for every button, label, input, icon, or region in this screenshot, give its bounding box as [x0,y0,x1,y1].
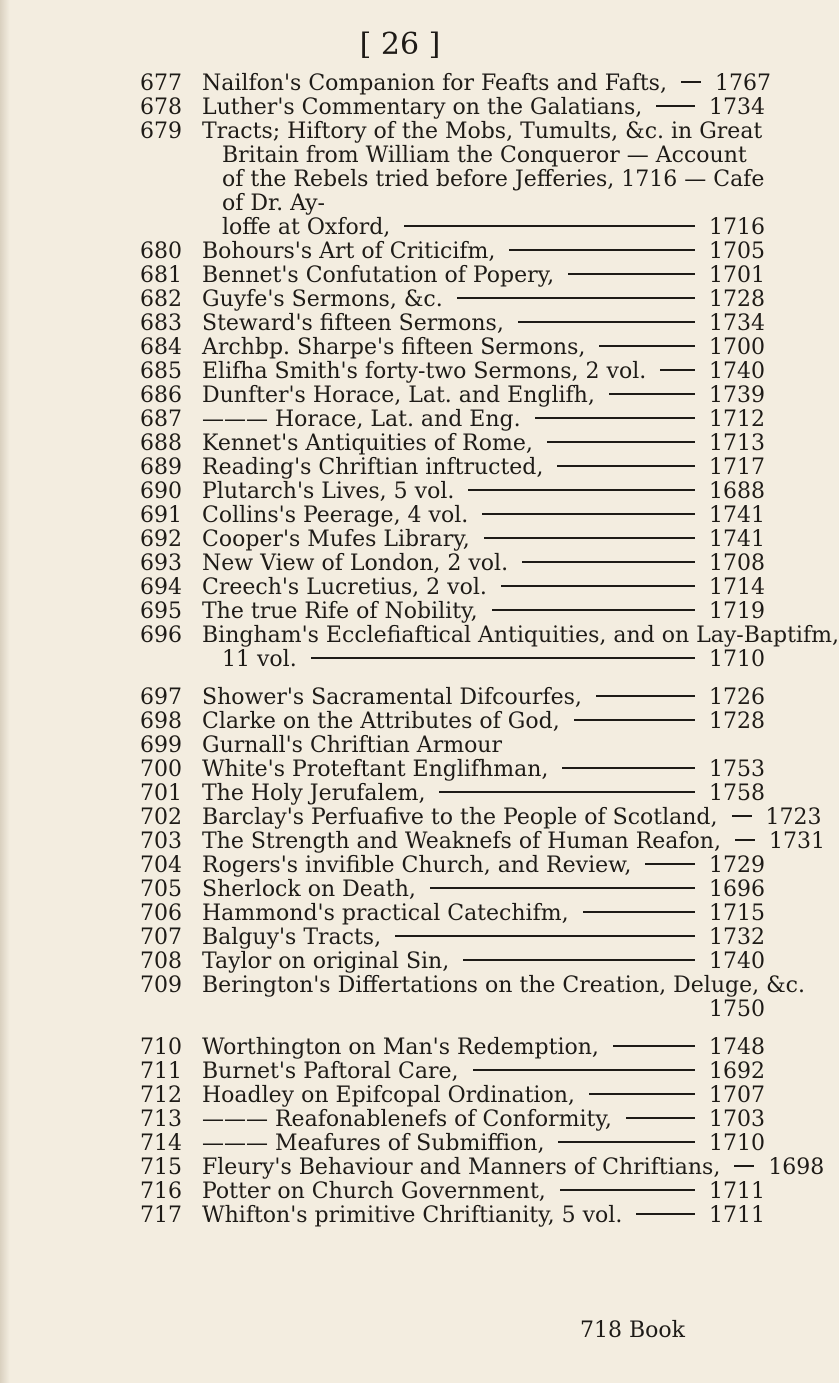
entry-line [202,805,822,830]
entry-number: 688 [140,431,182,456]
catalog-entry [140,360,765,384]
entry-line [202,623,839,648]
entry-year: 1753 [709,757,765,782]
entry-title: Tracts; Hiftory of the Mobs, Tumults, &c. in Great [202,119,763,144]
entry-year: 1713 [709,431,765,456]
catalog-entry [140,950,765,974]
entry-title: Hoadley on Epifcopal Ordination, [202,1083,575,1108]
entry-title: Hammond's practical Catechifm, [202,901,569,926]
entry-year: 1731 [768,829,825,854]
entry-number: 710 [140,1035,182,1060]
entry-year: 1717 [709,455,765,480]
entry-year: 1705 [709,239,765,264]
entry-title: Potter on Church Government, [202,1179,546,1204]
catalog-entry [140,1132,765,1156]
entry-number: 684 [140,335,182,360]
entry-number: 689 [140,455,182,480]
entry-number: 712 [140,1083,182,1108]
entry-year: 1728 [709,709,765,734]
entry-line [202,710,765,734]
entry-number: 700 [140,757,182,782]
catalog-entry [140,829,825,854]
entry-number: 702 [140,805,182,830]
entry-year: 1707 [709,1083,765,1108]
entry-title: ——— Reafonablenefs of Conformity, [202,1107,612,1132]
leader-rule [518,321,695,323]
entry-year: 1728 [709,287,765,312]
leader-rule [568,273,695,275]
entry-title: Balguy's Tracts, [202,925,382,950]
catalog-entry [140,973,805,1022]
leader-rule [599,345,695,347]
catalog-entry [140,686,765,710]
entry-title: Gurnall's Chriftian Armour [202,733,502,758]
leader-rule [509,249,695,251]
entry-line [202,782,765,806]
entry-number: 713 [140,1107,182,1132]
catalog-entry [140,1084,765,1108]
entry-number: 678 [140,95,182,120]
leader-rule [626,1117,695,1119]
entry-number: 677 [140,71,182,96]
entry-number: 686 [140,383,182,408]
entry-title: Bingham's Ecclefiaftical Antiquities, and on Lay-Baptifm, [202,623,839,648]
entry-year: 1701 [709,263,765,288]
catalog-entry [140,288,765,312]
catalog-entry [140,1060,765,1084]
catalog-entry [140,71,771,96]
entry-title: White's Proteftant Englifhman, [202,757,549,782]
catalog-entry [140,600,765,624]
entry-number: 717 [140,1203,182,1228]
leader-rule [558,1141,695,1143]
entry-title: Fleury's Behaviour and Manners of Chriftians, [202,1155,721,1180]
entry-line [202,480,765,504]
catalog-entry [140,264,765,288]
entry-line [202,504,765,528]
entry-number: 681 [140,263,182,288]
entry-title: Shower's Sacramental Difcourfes, [202,685,582,710]
entry-number: 680 [140,239,182,264]
leader-rule [562,767,695,769]
entry-line [202,360,765,384]
catalog-entry [140,1180,765,1204]
leader-rule [732,815,752,817]
entry-line [202,1084,765,1108]
entry-title: ——— Meafures of Submiffion, [202,1131,545,1156]
entry-title: Rogers's invifible Church, and Review, [202,853,632,878]
entry-year: 1710 [709,647,765,672]
entry-last-line [202,648,765,672]
leader-rule [636,1213,695,1215]
catalog-entry [140,432,765,456]
catalog-entry [140,312,765,336]
entry-number: 697 [140,685,182,710]
leader-rule [457,297,695,299]
leader-rule [535,417,695,419]
catchword: 718 Book [580,1318,685,1343]
entry-year: 1739 [709,383,765,408]
entry-line [202,686,765,710]
entry-year: 1700 [709,335,765,360]
entry-line [202,240,765,264]
entry-year: 1716 [709,215,765,240]
entry-title: Bohours's Art of Criticifm, [202,239,496,264]
entry-line [202,576,765,600]
entry-gap [140,1022,765,1036]
entry-line [202,1036,765,1060]
entry-continuation: Britain from William the Conqueror — Account of the Rebels tried before Jefferies, 1716 — Cafe of Dr. Ay- [222,143,765,216]
entry-last-line [202,216,765,240]
catalog-entry [140,805,822,830]
entry-number: 687 [140,407,182,432]
entry-title-end: loffe at Oxford, [222,215,391,240]
leader-rule [560,1189,695,1191]
entry-line [202,734,765,758]
entry-year: 1732 [709,925,765,950]
leader-rule [463,959,695,961]
entry-year: 1729 [709,853,765,878]
entry-year: 1714 [709,575,765,600]
entry-number: 685 [140,359,182,384]
entry-title: Collins's Peerage, 4 vol. [202,503,469,528]
entry-number: 695 [140,599,182,624]
entry-line [202,878,765,902]
entry-line [202,1132,765,1156]
catalog-entry [140,758,765,782]
entry-title: The Holy Jerufalem, [202,781,426,806]
entry-number: 691 [140,503,182,528]
entry-line [202,1060,765,1084]
entry-title: Barclay's Perfuafive to the People of Scotland, [202,805,718,830]
entry-year: 1698 [768,1155,825,1180]
catalog-entry [140,926,765,950]
entry-year: 1696 [709,877,765,902]
catalog-entry [140,120,765,240]
entry-line [202,829,825,854]
catalog-entry [140,1036,765,1060]
entry-number: 683 [140,311,182,336]
entry-number: 682 [140,287,182,312]
entry-gap [140,672,765,686]
leader-rule [404,225,695,227]
entry-line [202,758,765,782]
catalog-entry [140,902,765,926]
catalog-entry [140,854,765,878]
leader-rule [583,911,695,913]
entry-title: Luther's Commentary on the Galatians, [202,95,643,120]
entry-year: 1708 [709,551,765,576]
entry-title: Worthington on Man's Redemption, [202,1035,599,1060]
catalog-entry [140,552,765,576]
catalog-entry [140,734,765,758]
leader-rule [492,609,695,611]
leader-rule [311,657,695,659]
entry-line [202,312,765,336]
catalog-entry [140,384,765,408]
entry-year: 1726 [709,685,765,710]
entry-number: 679 [140,119,182,144]
entry-number: 692 [140,527,182,552]
catalog-entry [140,528,765,552]
entry-title: Dunfter's Horace, Lat. and Englifh, [202,383,595,408]
leader-rule [574,719,695,721]
entry-number: 706 [140,901,182,926]
entry-line [202,950,765,974]
entry-line [202,408,765,432]
entry-title: Kennet's Antiquities of Rome, [202,431,533,456]
catalog-entry [140,240,765,264]
leader-rule [547,441,695,443]
entry-line [202,926,765,950]
entry-number: 705 [140,877,182,902]
entry-line [202,1155,825,1180]
catalog-entry [140,336,765,360]
entry-year: 1723 [765,805,822,830]
leader-rule [613,1045,695,1047]
entry-line [202,120,765,144]
entry-line [202,1204,765,1228]
entry-title: Clarke on the Attributes of God, [202,709,560,734]
catalog-entry [140,1204,765,1228]
entry-title: Elifha Smith's forty-two Sermons, 2 vol. [202,359,647,384]
leader-rule [473,1069,695,1071]
leader-rule [430,887,695,889]
entry-line [202,288,765,312]
entry-number: 698 [140,709,182,734]
entry-line [202,600,765,624]
entry-number: 709 [140,973,182,998]
entry-line [202,854,765,878]
entry-number: 699 [140,733,182,758]
catalog-entry [140,710,765,734]
entry-title: Archbp. Sharpe's fifteen Sermons, [202,335,586,360]
entry-title: The true Rife of Nobility, [202,599,478,624]
entry-year: 1740 [709,359,765,384]
entry-line [202,528,765,552]
catalog-entry [140,623,839,672]
entry-year: 1741 [709,527,765,552]
entry-year: 1719 [709,599,765,624]
entry-title-end: 11 vol. [222,647,297,672]
entry-year: 1758 [709,781,765,806]
leader-rule [596,695,695,697]
entry-title: The Strength and Weaknefs of Human Reafon, [202,829,721,854]
leader-rule [656,105,695,107]
entry-line [202,552,765,576]
entry-title: ——— Horace, Lat. and Eng. [202,407,521,432]
entry-number: 696 [140,623,182,648]
entry-line [202,456,765,480]
entry-line [202,1180,765,1204]
entry-title: Whifton's primitive Chriftianity, 5 vol. [202,1203,623,1228]
catalog-entry [140,1108,765,1132]
catalog-entry [140,782,765,806]
entry-year: 1715 [709,901,765,926]
leader-rule [609,393,695,395]
entry-line [202,336,765,360]
leader-rule [734,1165,754,1167]
entry-year: 1688 [709,479,765,504]
entry-line [202,432,765,456]
entry-number: 690 [140,479,182,504]
entry-title: New View of London, 2 vol. [202,551,509,576]
entry-number: 694 [140,575,182,600]
entry-line [202,1108,765,1132]
entry-number: 716 [140,1179,182,1204]
leader-rule [439,791,695,793]
entry-title: Berington's Differtations on the Creation, Deluge, &c. [202,973,805,998]
catalog-entry [140,576,765,600]
entry-number: 715 [140,1155,182,1180]
entry-line [202,902,765,926]
catalog-list [140,71,839,1228]
entry-year: 1712 [709,407,765,432]
entry-year: 1692 [709,1059,765,1084]
leader-rule [482,513,695,515]
entry-title: Sherlock on Death, [202,877,416,902]
entry-line [202,96,765,120]
entry-line [202,264,765,288]
entry-number: 704 [140,853,182,878]
leader-rule [395,935,695,937]
entry-year: 1740 [709,949,765,974]
catalog-entry [140,1155,825,1180]
leader-rule [735,839,755,841]
entry-title: Plutarch's Lives, 5 vol. [202,479,455,504]
leader-rule [501,585,695,587]
entry-number: 708 [140,949,182,974]
entry-line [202,71,771,96]
entry-title: Reading's Chriftian inftructed, [202,455,544,480]
entry-year: 1750 [709,997,765,1022]
entry-title: Nailfon's Companion for Feafts and Fafts, [202,71,667,96]
entry-year: 1710 [709,1131,765,1156]
catalog-entry [140,408,765,432]
leader-rule [681,81,701,83]
entry-title: Taylor on original Sin, [202,949,450,974]
leader-rule [645,863,695,865]
entry-number: 714 [140,1131,182,1156]
entry-year: 1748 [709,1035,765,1060]
entry-number: 701 [140,781,182,806]
entry-title: Steward's fifteen Sermons, [202,311,504,336]
entry-title: Burnet's Paftoral Care, [202,1059,459,1084]
entry-number: 711 [140,1059,182,1084]
catalog-entry [140,504,765,528]
entry-last-line [202,998,765,1022]
entry-title: Cooper's Mufes Library, [202,527,470,552]
entry-title: Creech's Lucretius, 2 vol. [202,575,487,600]
page-edge-shadow [0,0,10,1383]
entry-number: 703 [140,829,182,854]
entry-year: 1734 [709,95,765,120]
entry-number: 707 [140,925,182,950]
entry-number: 693 [140,551,182,576]
catalog-entry [140,456,765,480]
entry-line [202,973,805,998]
page-header: [ 26 ] [359,27,441,62]
catalog-entry [140,96,765,120]
leader-rule [589,1093,695,1095]
entry-year: 1734 [709,311,765,336]
entry-year: 1767 [714,71,771,96]
leader-rule [522,561,695,563]
entry-title: Guyfe's Sermons, &c. [202,287,443,312]
catalog-entry [140,878,765,902]
entry-line [202,384,765,408]
leader-rule [557,465,695,467]
leader-rule [484,537,695,539]
leader-rule [468,489,695,491]
entry-year: 1711 [709,1203,765,1228]
entry-year: 1703 [709,1107,765,1132]
entry-title: Bennet's Confutation of Popery, [202,263,555,288]
entry-year: 1741 [709,503,765,528]
entry-year: 1711 [709,1179,765,1204]
catalog-entry [140,480,765,504]
leader-rule [660,369,695,371]
